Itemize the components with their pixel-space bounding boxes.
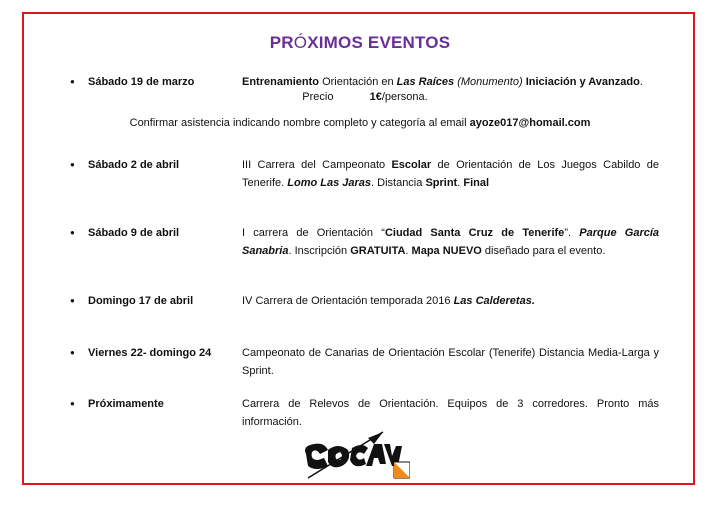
bullet-icon: ● (70, 160, 75, 169)
event-description (242, 73, 659, 91)
description-segment: . (639, 76, 643, 88)
page-title (0, 33, 720, 53)
bullet-icon: ● (70, 296, 75, 305)
bullet-icon: ● (70, 228, 75, 237)
description-segment: Ciudad Santa Cruz de Tenerife (384, 227, 565, 239)
description-segment: Entrenamiento (242, 76, 320, 88)
description-segment: GRATUITA (350, 245, 406, 257)
description-segment: (Monumento) (454, 76, 523, 88)
logo-letter (328, 446, 349, 467)
description-segment: . (457, 177, 464, 189)
description-segment: . Distancia (371, 177, 426, 189)
description-segment: Escolar (391, 159, 432, 171)
confirm-line (0, 117, 720, 129)
description-segment: I carrera de Orientación “ (242, 227, 385, 239)
event-description (242, 344, 659, 380)
description-segment: Parque García Sanabria (242, 227, 660, 257)
description-segment: III Carrera del Campeonato (242, 159, 392, 171)
description-segment: Lomo Las Jaras (287, 177, 372, 189)
event-date: Domingo 17 de abril (88, 295, 194, 307)
logo-letter (366, 444, 386, 466)
title-part: PR (269, 33, 294, 52)
bullet-icon: ● (70, 348, 75, 357)
description-segment: Iniciación y Avanzado (522, 76, 640, 88)
event-description (242, 156, 659, 192)
description-segment: de Orientación de Los Juegos Cabildo de Tenerife. (242, 159, 659, 189)
description-segment: . (405, 245, 412, 257)
cocan-logo (298, 428, 410, 480)
confirm-text: Confirmar asistencia indicando nombre completo y categoría al email (129, 117, 470, 129)
event-date: Sábado 19 de marzo (88, 76, 195, 88)
title-part: XIMOS EVENTOS (307, 33, 451, 52)
event-date: Sábado 2 de abril (88, 159, 180, 171)
bullet-icon: ● (70, 77, 75, 86)
event-date: Viernes 22- domingo 24 (88, 347, 212, 359)
description-segment: IV Carrera de Orientación temporada 2016 (242, 295, 454, 307)
price-amount: 1€ (369, 91, 382, 103)
description-segment: ”. (564, 227, 580, 239)
description-segment: Las Calderetas. (453, 295, 535, 307)
logo-letter (305, 444, 328, 469)
logo-letter (350, 445, 368, 466)
event-description (242, 224, 659, 260)
event-description (242, 292, 659, 310)
description-segment: diseñado para el evento. (481, 245, 606, 257)
price-unit: /persona. (381, 91, 428, 103)
price-line (0, 91, 720, 103)
bullet-icon: ● (70, 399, 75, 408)
price-label: Precio (302, 91, 334, 103)
description-segment: . Inscripción (288, 245, 351, 257)
title-part: Ó (293, 33, 308, 52)
event-description (242, 395, 659, 431)
description-segment: Final (463, 177, 490, 189)
logo-arrowhead (368, 432, 383, 444)
event-date: Próximamente (88, 398, 164, 410)
description-segment: Carrera de Relevos de Orientación. Equipos de 3 corredores. Pronto más información. (242, 398, 659, 428)
event-date: Sábado 9 de abril (88, 227, 180, 239)
description-segment: Sprint (425, 177, 458, 189)
description-segment: Campeonato de Canarias de Orientación Escolar (Tenerife) Distancia Media-Larga y Sprint. (242, 347, 659, 377)
description-segment: Orientación en (319, 76, 397, 88)
email-link[interactable]: ayoze017@homail.com (469, 117, 591, 129)
description-segment: Las Raíces (396, 76, 455, 88)
description-segment: Mapa NUEVO (411, 245, 482, 257)
